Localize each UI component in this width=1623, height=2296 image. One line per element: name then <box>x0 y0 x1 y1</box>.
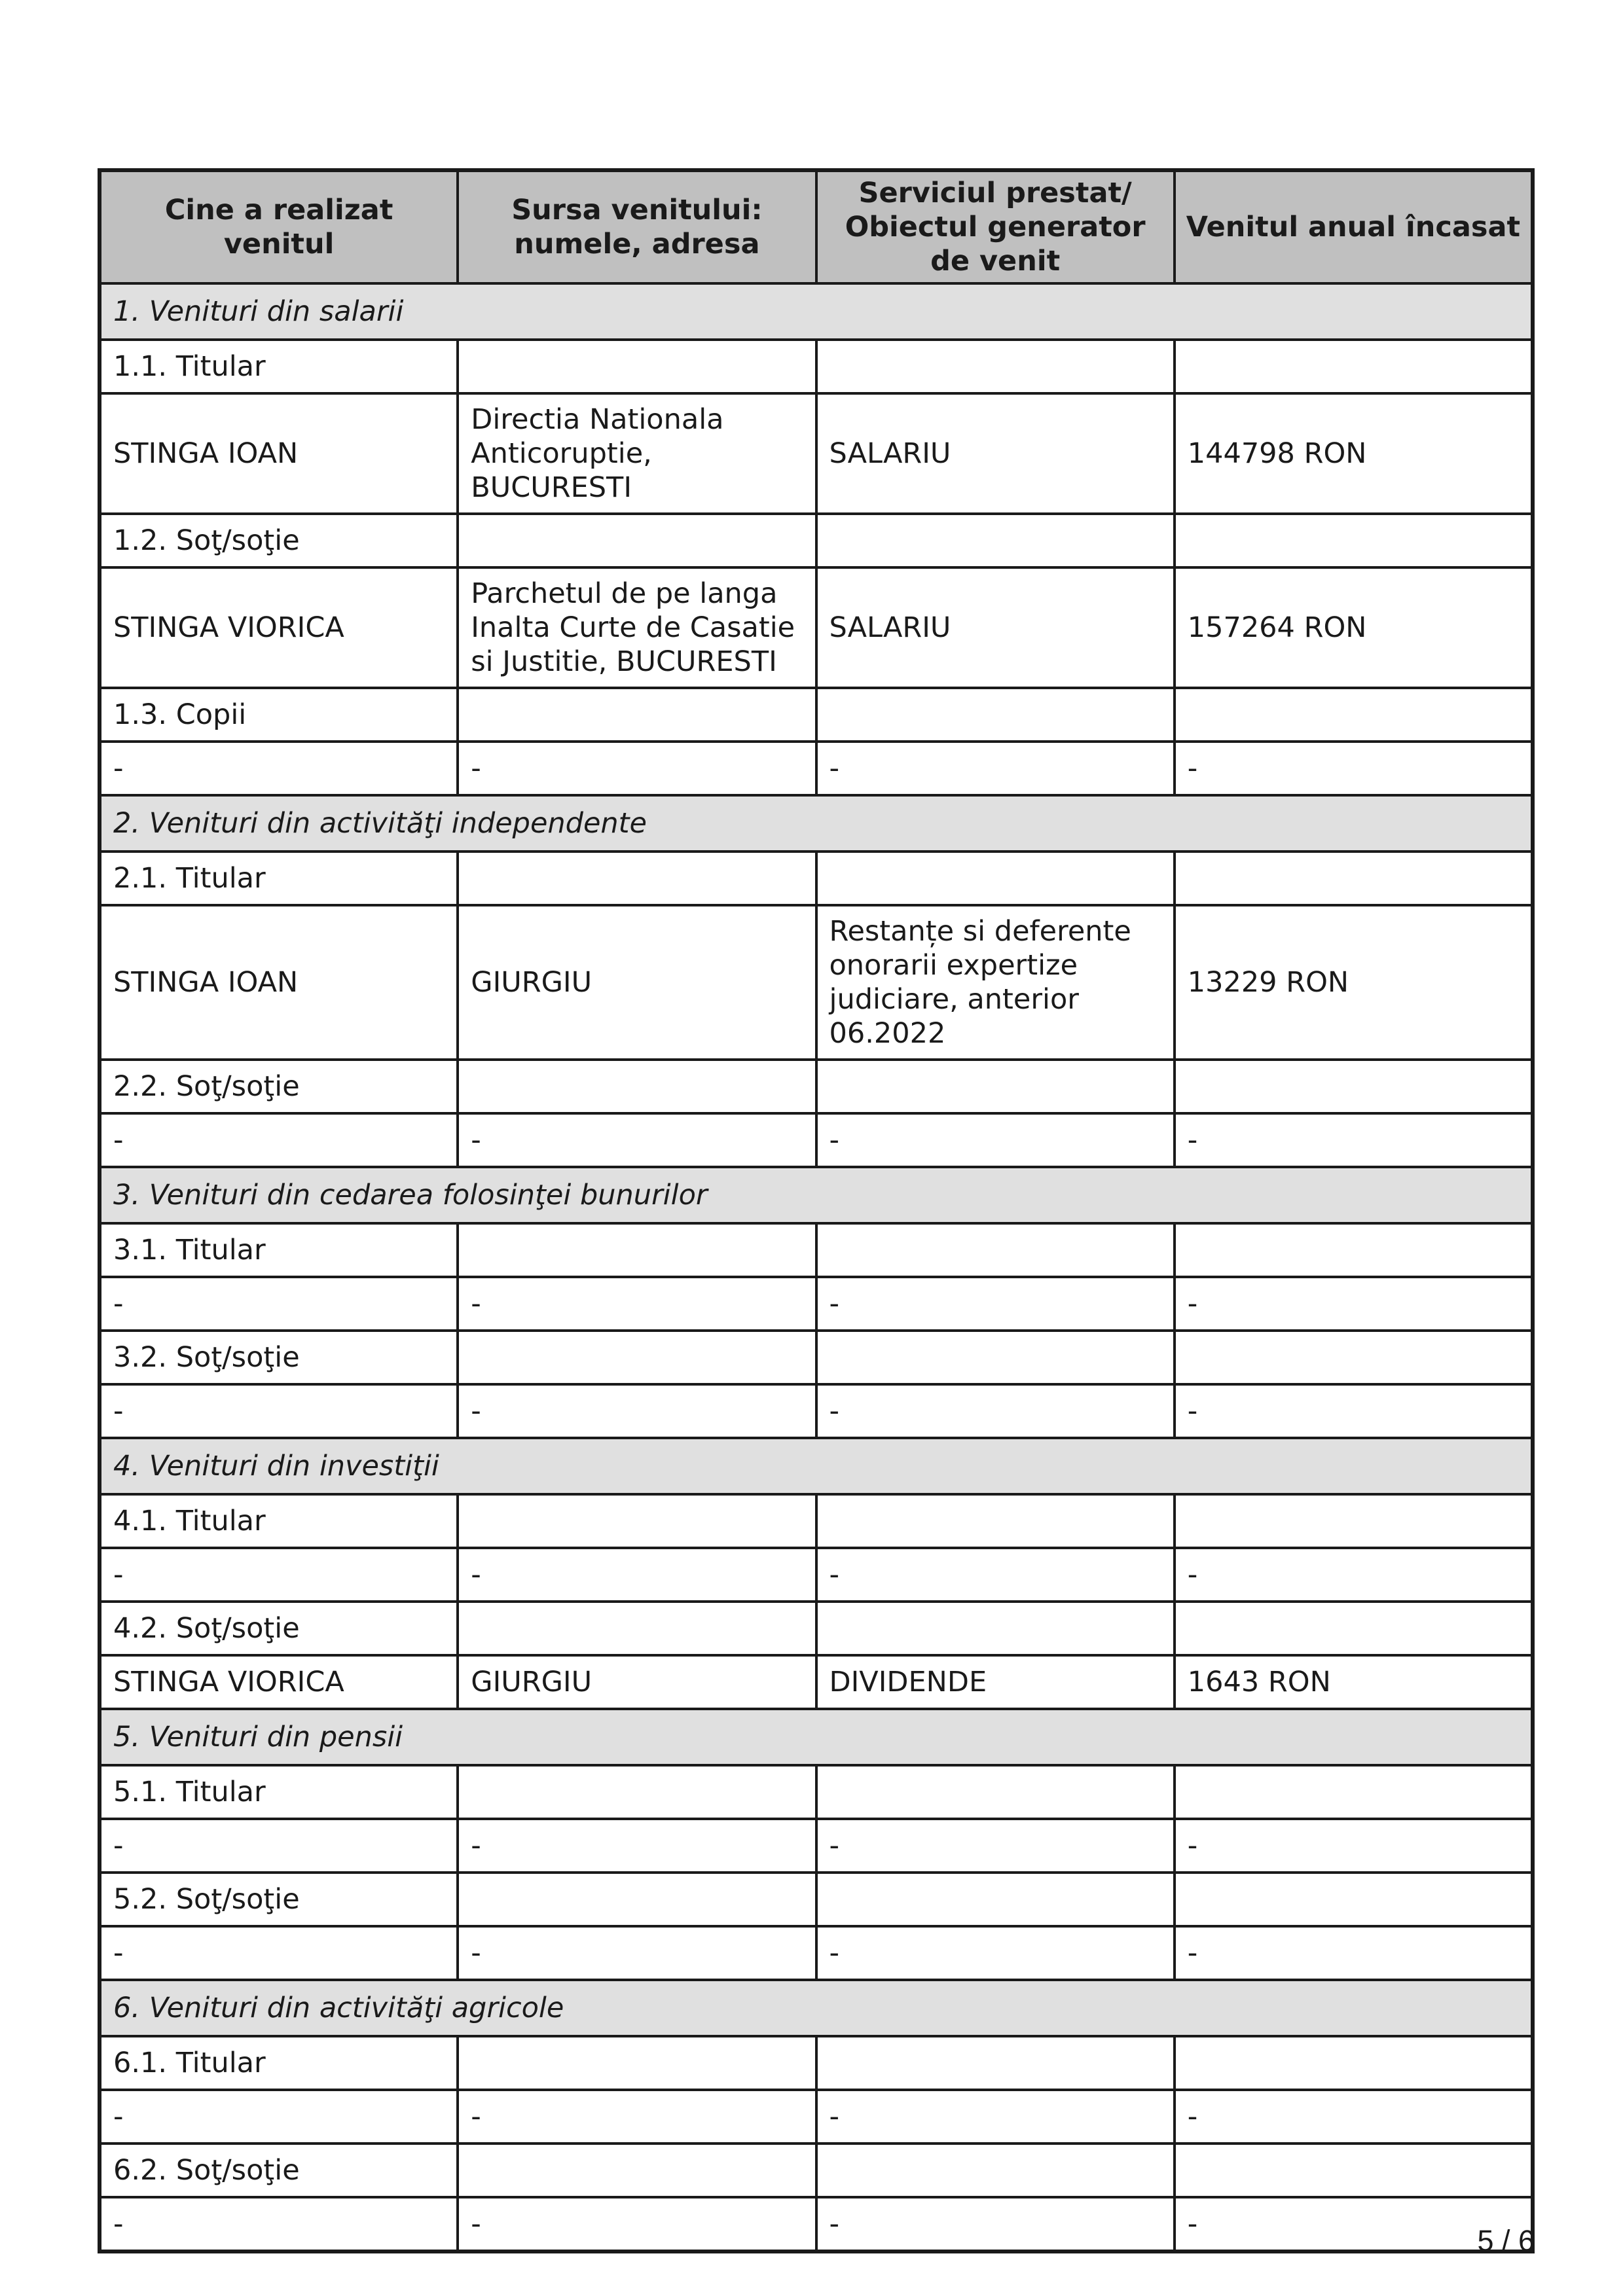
cell-service: SALARIU <box>816 567 1175 688</box>
header-source: Sursa venitului: numele, adresa <box>458 170 816 283</box>
empty-cell <box>458 688 816 742</box>
empty-cell <box>816 2144 1175 2197</box>
header-annual-income: Venitul anual încasat <box>1175 170 1533 283</box>
cell-beneficiary: STINGA IOAN <box>100 905 458 1060</box>
section-row <box>100 283 1533 340</box>
empty-cell <box>816 1873 1175 1926</box>
empty-cell <box>458 1223 816 1277</box>
empty-cell <box>1175 1602 1533 1655</box>
subsection-row <box>100 1331 1533 1384</box>
cell-service: - <box>816 742 1175 795</box>
empty-cell <box>816 1494 1175 1548</box>
cell-beneficiary: - <box>100 742 458 795</box>
empty-cell <box>816 514 1175 567</box>
income-table <box>98 168 1535 2253</box>
cell-service: - <box>816 1548 1175 1602</box>
table-row <box>100 1819 1533 1873</box>
cell-source: - <box>458 1113 816 1167</box>
section-title: 4. Venituri din investiţii <box>100 1438 1533 1494</box>
subsection-row <box>100 1060 1533 1113</box>
cell-service: - <box>816 1819 1175 1873</box>
table-row <box>100 1277 1533 1331</box>
section-title: 3. Venituri din cedarea folosinţei bunurilor <box>100 1167 1533 1223</box>
cell-service: SALARIU <box>816 393 1175 514</box>
empty-cell <box>816 1060 1175 1113</box>
table-row <box>100 1548 1533 1602</box>
table-row <box>100 742 1533 795</box>
section-title: 6. Venituri din activităţi agricole <box>100 1980 1533 2036</box>
cell-beneficiary: STINGA VIORICA <box>100 1655 458 1709</box>
section-row <box>100 1167 1533 1223</box>
cell-service: - <box>816 1926 1175 1980</box>
subsection-row <box>100 2036 1533 2090</box>
subsection-row <box>100 1494 1533 1548</box>
empty-cell <box>458 514 816 567</box>
empty-cell <box>1175 2144 1533 2197</box>
empty-cell <box>1175 1331 1533 1384</box>
cell-service: - <box>816 1384 1175 1438</box>
empty-cell <box>1175 688 1533 742</box>
subsection-label: 3.1. Titular <box>100 1223 458 1277</box>
empty-cell <box>458 852 816 905</box>
subsection-label: 6.1. Titular <box>100 2036 458 2090</box>
subsection-row <box>100 688 1533 742</box>
subsection-row <box>100 1223 1533 1277</box>
cell-service: DIVIDENDE <box>816 1655 1175 1709</box>
empty-cell <box>1175 1873 1533 1926</box>
subsection-label: 4.2. Soţ/soţie <box>100 1602 458 1655</box>
cell-amount: - <box>1175 1819 1533 1873</box>
cell-source: Parchetul de pe langa Inalta Curte de Casatie si Justitie, BUCURESTI <box>458 567 816 688</box>
cell-beneficiary: - <box>100 2090 458 2144</box>
empty-cell <box>816 1602 1175 1655</box>
subsection-label: 1.2. Soţ/soţie <box>100 514 458 567</box>
cell-amount: - <box>1175 1113 1533 1167</box>
cell-source: - <box>458 1926 816 1980</box>
cell-beneficiary: STINGA VIORICA <box>100 567 458 688</box>
subsection-row <box>100 1602 1533 1655</box>
cell-amount: - <box>1175 1926 1533 1980</box>
table-row <box>100 1113 1533 1167</box>
section-row <box>100 1980 1533 2036</box>
section-title: 1. Venituri din salarii <box>100 283 1533 340</box>
subsection-label: 3.2. Soţ/soţie <box>100 1331 458 1384</box>
cell-source: Directia Nationala Anticoruptie, BUCURESTI <box>458 393 816 514</box>
empty-cell <box>816 1765 1175 1819</box>
cell-amount: - <box>1175 2197 1533 2251</box>
empty-cell <box>1175 1060 1533 1113</box>
empty-cell <box>816 340 1175 393</box>
cell-source: - <box>458 742 816 795</box>
cell-source: GIURGIU <box>458 905 816 1060</box>
cell-beneficiary: - <box>100 1384 458 1438</box>
empty-cell <box>1175 1765 1533 1819</box>
empty-cell <box>458 1494 816 1548</box>
header-who: Cine a realizat venitul <box>100 170 458 283</box>
subsection-label: 5.1. Titular <box>100 1765 458 1819</box>
subsection-label: 5.2. Soţ/soţie <box>100 1873 458 1926</box>
empty-cell <box>458 1873 816 1926</box>
section-row <box>100 1709 1533 1765</box>
cell-amount: 157264 RON <box>1175 567 1533 688</box>
table-row <box>100 393 1533 514</box>
cell-source: - <box>458 1819 816 1873</box>
cell-beneficiary: - <box>100 2197 458 2251</box>
cell-service: - <box>816 1277 1175 1331</box>
cell-amount: - <box>1175 742 1533 795</box>
table-row <box>100 1926 1533 1980</box>
subsection-row <box>100 340 1533 393</box>
subsection-row <box>100 852 1533 905</box>
empty-cell <box>816 1223 1175 1277</box>
empty-cell <box>458 2144 816 2197</box>
table-row <box>100 1384 1533 1438</box>
cell-beneficiary: STINGA IOAN <box>100 393 458 514</box>
subsection-label: 2.2. Soţ/soţie <box>100 1060 458 1113</box>
cell-service: - <box>816 1113 1175 1167</box>
empty-cell <box>458 340 816 393</box>
empty-cell <box>458 2036 816 2090</box>
empty-cell <box>1175 1494 1533 1548</box>
empty-cell <box>816 688 1175 742</box>
cell-amount: 13229 RON <box>1175 905 1533 1060</box>
table-row <box>100 905 1533 1060</box>
cell-amount: - <box>1175 1384 1533 1438</box>
table-row <box>100 2090 1533 2144</box>
table-row <box>100 2197 1533 2251</box>
subsection-label: 2.1. Titular <box>100 852 458 905</box>
subsection-label: 6.2. Soţ/soţie <box>100 2144 458 2197</box>
page-number: 5 / 6 <box>1477 2224 1535 2257</box>
cell-beneficiary: - <box>100 1926 458 1980</box>
empty-cell <box>1175 514 1533 567</box>
cell-beneficiary: - <box>100 1277 458 1331</box>
empty-cell <box>1175 340 1533 393</box>
section-title: 5. Venituri din pensii <box>100 1709 1533 1765</box>
cell-amount: 144798 RON <box>1175 393 1533 514</box>
empty-cell <box>1175 1223 1533 1277</box>
empty-cell <box>458 1765 816 1819</box>
subsection-row <box>100 514 1533 567</box>
subsection-label: 1.1. Titular <box>100 340 458 393</box>
cell-source: - <box>458 2197 816 2251</box>
cell-amount: - <box>1175 1277 1533 1331</box>
cell-beneficiary: - <box>100 1819 458 1873</box>
empty-cell <box>458 1602 816 1655</box>
cell-beneficiary: - <box>100 1548 458 1602</box>
cell-amount: 1643 RON <box>1175 1655 1533 1709</box>
cell-source: - <box>458 1384 816 1438</box>
subsection-label: 4.1. Titular <box>100 1494 458 1548</box>
cell-source: - <box>458 1277 816 1331</box>
cell-source: - <box>458 1548 816 1602</box>
table-row <box>100 567 1533 688</box>
empty-cell <box>458 1331 816 1384</box>
empty-cell <box>816 1331 1175 1384</box>
section-row <box>100 795 1533 852</box>
cell-service: - <box>816 2197 1175 2251</box>
empty-cell <box>816 2036 1175 2090</box>
cell-source: - <box>458 2090 816 2144</box>
cell-beneficiary: - <box>100 1113 458 1167</box>
subsection-label: 1.3. Copii <box>100 688 458 742</box>
cell-amount: - <box>1175 1548 1533 1602</box>
table-body <box>100 283 1533 2251</box>
subsection-row <box>100 2144 1533 2197</box>
header-row <box>100 170 1533 283</box>
table-header <box>100 170 1533 283</box>
empty-cell <box>458 1060 816 1113</box>
cell-service: Restanțe si deferente onorarii expertize judiciare, anterior 06.2022 <box>816 905 1175 1060</box>
section-row <box>100 1438 1533 1494</box>
table-row <box>100 1655 1533 1709</box>
cell-service: - <box>816 2090 1175 2144</box>
section-title: 2. Venituri din activităţi independente <box>100 795 1533 852</box>
header-service: Serviciul prestat/ Obiectul generator de venit <box>816 170 1175 283</box>
empty-cell <box>1175 2036 1533 2090</box>
subsection-row <box>100 1765 1533 1819</box>
subsection-row <box>100 1873 1533 1926</box>
empty-cell <box>1175 852 1533 905</box>
empty-cell <box>816 852 1175 905</box>
cell-amount: - <box>1175 2090 1533 2144</box>
cell-source: GIURGIU <box>458 1655 816 1709</box>
